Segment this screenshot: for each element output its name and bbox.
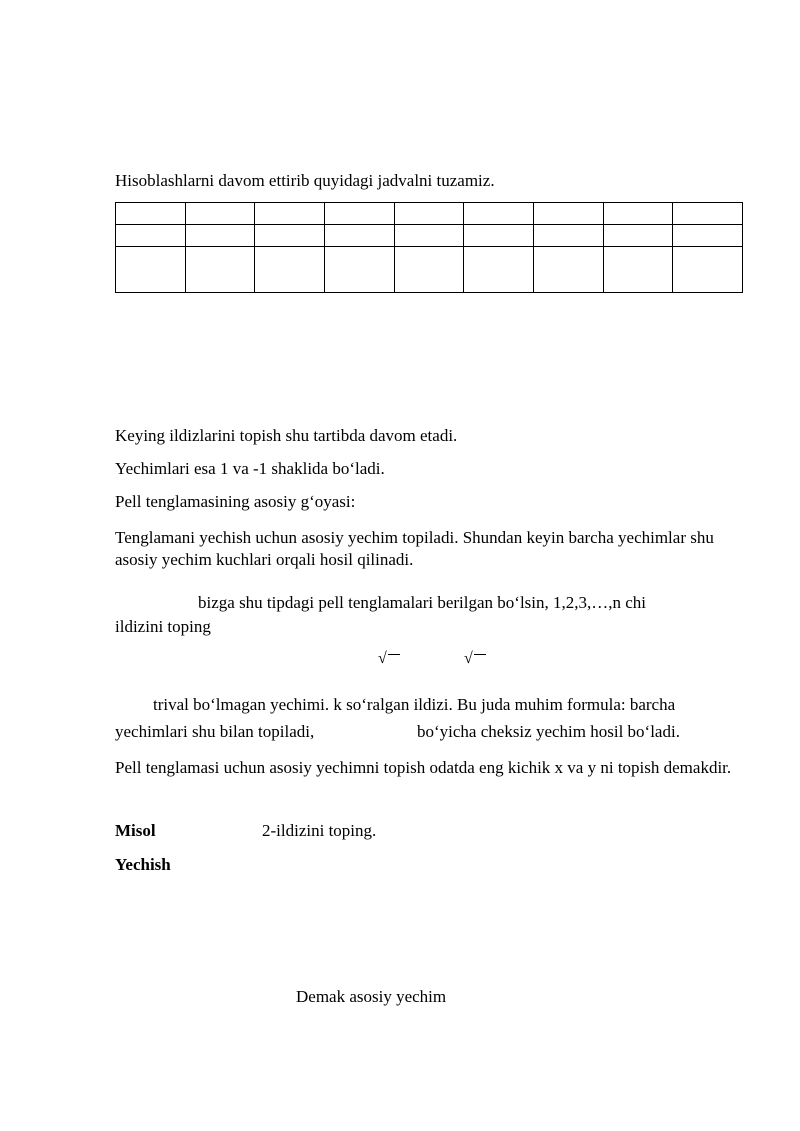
table-cell [255,247,325,293]
table-row [116,225,743,247]
paragraph-given-a: bizga shu tipdagi pell tenglamalari berilgan bo‘lsin, 1,2,3,…,n chi [198,593,647,612]
sqrt-glyph: √ [464,650,473,667]
table-cell [185,203,255,225]
table-cell [394,247,464,293]
table-cell [464,225,534,247]
table-cell [533,203,603,225]
paragraph-smallest: Pell tenglamasi uchun asosiy yechimni topish odatda eng kichik x va y ni topish demakdir. [115,758,732,777]
table-cell [116,225,186,247]
sqrt-bar [388,654,400,667]
table-cell [394,225,464,247]
sqrt-symbol-1 [378,648,400,670]
paragraph-given-b: ildizini toping [115,617,211,636]
misol-label: Misol [115,821,156,840]
paragraph-roots: Keying ildizlarini topish shu tartibda davom etadi. [115,426,458,445]
intro-text: Hisoblashlarni davom ettirib quyidagi jadvalni tuzamiz. [115,171,495,190]
paragraph-idea: Pell tenglamasining asosiy g‘oyasi: [115,492,356,511]
table-row [116,247,743,293]
table-cell [255,203,325,225]
table-cell [255,225,325,247]
paragraph-trivial-c: bo‘yicha cheksiz yechim hosil bo‘ladi. [417,722,680,741]
table-cell [673,247,743,293]
table-cell [533,247,603,293]
paragraph-trivial-b: yechimlari shu bilan topiladi, [115,722,315,741]
sqrt-bar [474,654,486,667]
yechish-label: Yechish [115,855,171,874]
misol-text: 2-ildizini toping. [262,821,377,840]
table-cell [673,225,743,247]
table-cell [464,247,534,293]
table-cell [464,203,534,225]
results-table [115,202,743,293]
table-cell [185,247,255,293]
table-cell [324,225,394,247]
sqrt-glyph: √ [378,650,387,667]
paragraph-trivial-a: trival bo‘lmagan yechimi. k so‘ralgan ildizi. Bu juda muhim formula: barcha [153,695,676,714]
table-cell [603,247,673,293]
paragraph-solutions: Yechimlari esa 1 va -1 shaklida bo‘ladi. [115,459,385,478]
table-cell [603,225,673,247]
table-cell [394,203,464,225]
table-cell [116,247,186,293]
sqrt-symbol-2 [464,648,486,670]
table-cell [324,247,394,293]
table-cell [185,225,255,247]
table-cell [603,203,673,225]
table-row [116,203,743,225]
final-text: Demak asosiy yechim [296,987,447,1006]
table-cell [324,203,394,225]
paragraph-method: Tenglamani yechish uchun asosiy yechim topiladi. Shundan keyin barcha yechimlar shu asosiy yechim kuchlari orqali hosil qilinadi. [115,528,714,569]
table-cell [673,203,743,225]
table-cell [533,225,603,247]
table-cell [116,203,186,225]
